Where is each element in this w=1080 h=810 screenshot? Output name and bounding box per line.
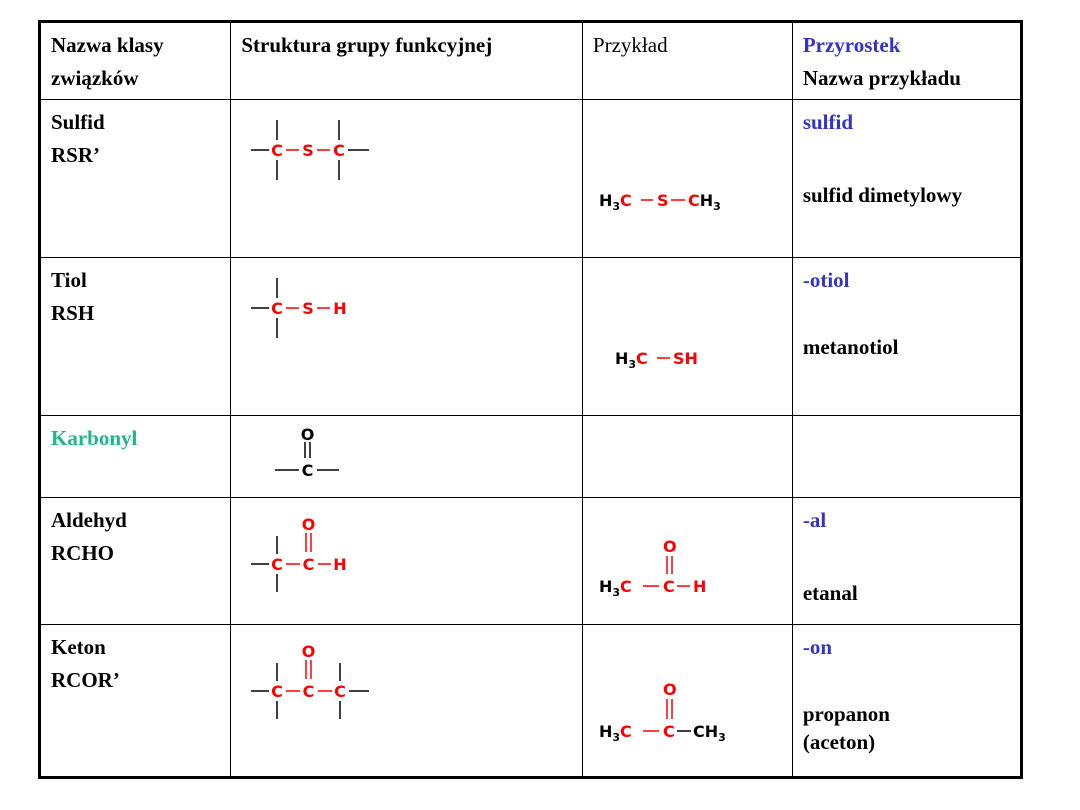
- class-name: Tiol: [51, 268, 87, 292]
- class-formula: RCOR’: [51, 667, 120, 692]
- class-cell: [40, 100, 231, 258]
- svg-text:C: C: [302, 555, 315, 574]
- svg-text:C: C: [271, 682, 284, 701]
- table-row: [40, 625, 1022, 778]
- suffix-cell: [792, 498, 1021, 625]
- suffix-cell: [792, 625, 1021, 778]
- example-name: propanon: [802, 701, 890, 726]
- header-class-name: Nazwa klasy związków: [40, 22, 231, 100]
- svg-text:O: O: [302, 515, 316, 534]
- ketone-structure: [249, 635, 399, 727]
- svg-text:C: C: [333, 141, 346, 160]
- sulfide-structure: [249, 110, 399, 190]
- structure-cell: [231, 625, 583, 778]
- svg-text:C: C: [271, 141, 284, 160]
- svg-text:CH3: $CH_3$: [692, 722, 726, 744]
- aldehyde-structure: [249, 508, 399, 600]
- example-formula: [593, 534, 763, 604]
- example-cell: [582, 100, 792, 258]
- class-formula: RCHO: [51, 540, 114, 565]
- svg-text:C: C: [301, 461, 314, 480]
- svg-text:S: S: [302, 141, 315, 160]
- example-cell: [582, 625, 792, 778]
- class-cell: [40, 498, 231, 625]
- svg-text:S: S: [302, 299, 315, 318]
- suffix-cell: [792, 100, 1021, 258]
- class-name: Sulfid: [51, 110, 105, 134]
- suffix-cell: [792, 258, 1021, 416]
- structure-cell: [231, 416, 583, 498]
- svg-text:H: H: [333, 555, 348, 574]
- svg-text:S: S: [656, 191, 669, 210]
- class-formula: RSR’: [51, 142, 101, 167]
- suffix: -on: [802, 635, 833, 659]
- table-row: [40, 100, 1022, 258]
- table-row: [40, 416, 1022, 498]
- svg-text:C: C: [662, 577, 675, 596]
- svg-text:CH3: $CH_3$: [687, 191, 721, 213]
- example-name: sulfid dimetylowy: [802, 182, 963, 207]
- carbonyl-structure: [269, 420, 369, 484]
- structure-cell: [231, 100, 583, 258]
- class-cell: [40, 258, 231, 416]
- class-name: Karbonyl: [51, 426, 138, 450]
- class-name: Keton: [51, 635, 106, 659]
- example-formula: [593, 671, 773, 751]
- svg-text:C: C: [302, 682, 315, 701]
- suffix-cell: [792, 416, 1021, 498]
- svg-text:O: O: [662, 680, 677, 699]
- svg-text:SH: SH: [672, 349, 698, 368]
- class-name: Aldehyd: [51, 508, 127, 532]
- suffix: sulfid: [802, 110, 854, 134]
- suffix: -otiol: [802, 268, 850, 292]
- header-structure: Struktura grupy funkcyjnej: [231, 22, 583, 100]
- functional-groups-table: [38, 20, 1023, 779]
- svg-text:H3C: $H_3C$: [598, 577, 632, 599]
- class-formula: RSH: [51, 300, 95, 325]
- class-cell: [40, 625, 231, 778]
- svg-text:O: O: [662, 537, 677, 556]
- example-cell: [582, 258, 792, 416]
- svg-text:H3C: $H_3C$: [614, 349, 648, 371]
- header-row: [40, 22, 1022, 100]
- svg-text:H: H: [692, 577, 707, 596]
- svg-text:O: O: [302, 642, 316, 661]
- thiol-structure: [249, 268, 399, 348]
- table-row: [40, 258, 1022, 416]
- example-formula: [593, 178, 763, 218]
- svg-text:C: C: [662, 722, 675, 741]
- class-cell: [40, 416, 231, 498]
- table-row: [40, 498, 1022, 625]
- example-cell: [582, 498, 792, 625]
- svg-text:C: C: [271, 299, 284, 318]
- structure-cell: [231, 498, 583, 625]
- svg-text:H3C: $H_3C$: [598, 191, 632, 213]
- suffix: -al: [802, 508, 827, 532]
- example-name: etanal: [802, 580, 858, 605]
- svg-text:C: C: [334, 682, 347, 701]
- svg-text:O: O: [301, 425, 315, 444]
- example-cell: [582, 416, 792, 498]
- example-name: metanotiol: [802, 334, 899, 359]
- header-example: Przykład: [582, 22, 792, 100]
- structure-cell: [231, 258, 583, 416]
- header-suffix-name: Przyrostek Nazwa przykładu: [792, 22, 1021, 100]
- example-formula: [593, 336, 763, 376]
- svg-text:H: H: [333, 299, 348, 318]
- svg-text:H3C: $H_3C$: [598, 722, 632, 744]
- svg-text:C: C: [271, 555, 284, 574]
- example-name-alt: (aceton): [802, 730, 876, 755]
